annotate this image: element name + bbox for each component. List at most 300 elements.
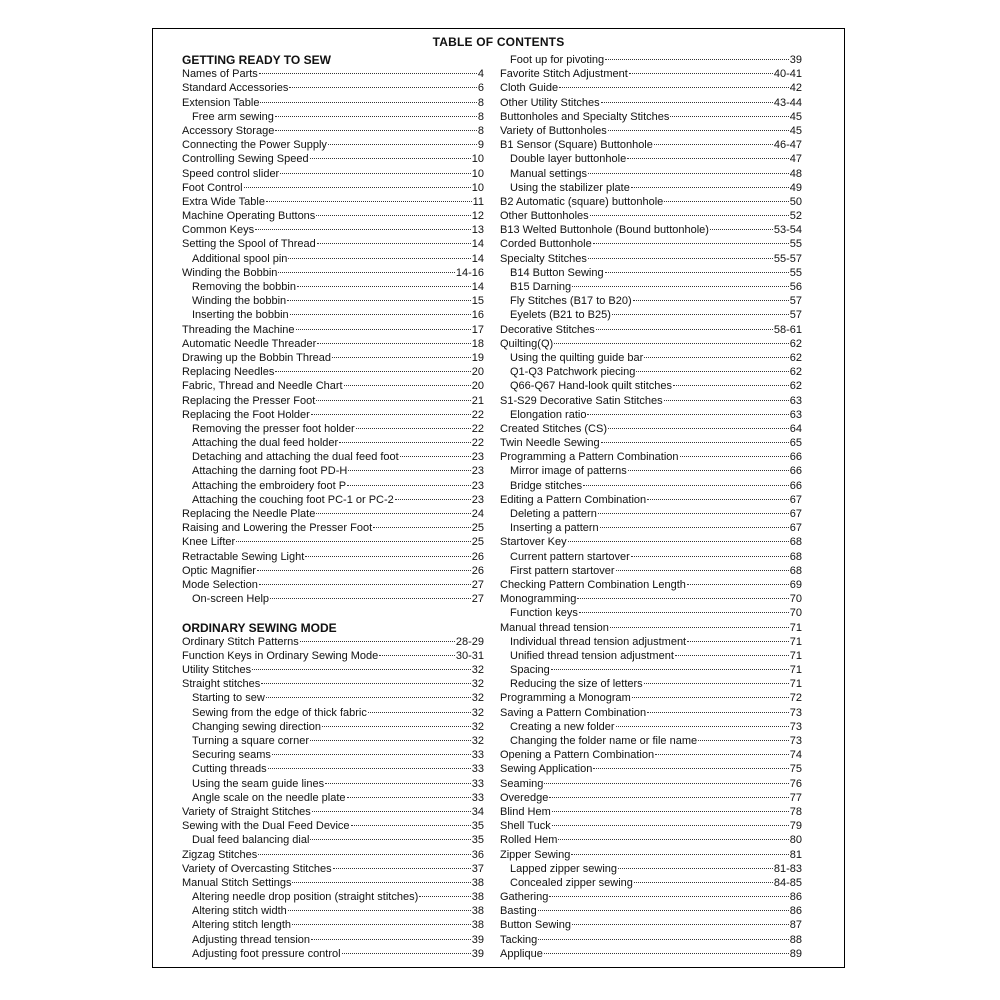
page-number: 26: [471, 550, 484, 563]
page-number: 23: [471, 465, 484, 478]
entry-title: Names of Parts: [182, 68, 258, 81]
toc-entry[interactable]: [500, 904, 802, 918]
entry-title: B2 Automatic (square) buttonhole: [500, 195, 664, 208]
dot-leader: [616, 726, 789, 727]
entry-title: Optic Magnifier: [182, 564, 256, 577]
page-number: 22: [471, 422, 484, 435]
page-number: 4: [477, 68, 484, 81]
toc-entry[interactable]: [500, 81, 802, 95]
toc-subentry[interactable]: [182, 706, 484, 720]
page-number: 25: [471, 536, 484, 549]
dot-leader: [631, 556, 789, 557]
toc-entry[interactable]: [500, 323, 802, 337]
page-number: 72: [789, 692, 802, 705]
toc-subentry[interactable]: [182, 280, 484, 294]
dot-leader: [400, 456, 471, 457]
toc-entry[interactable]: [500, 138, 802, 152]
toc-entry[interactable]: [182, 195, 484, 209]
entry-title: Twin Needle Sewing: [500, 437, 600, 450]
dot-leader: [598, 513, 789, 514]
dot-leader: [275, 116, 477, 117]
toc-entry[interactable]: [500, 762, 802, 776]
page-number: 46-47: [773, 139, 802, 152]
dot-leader: [368, 712, 471, 713]
dot-leader: [554, 343, 789, 344]
entry-title: Using the stabilizer plate: [510, 181, 630, 194]
page-number: 43-44: [773, 96, 802, 109]
toc-entry[interactable]: [500, 422, 802, 436]
entry-title: Startover Key: [500, 536, 567, 549]
entry-title: Basting: [500, 905, 537, 918]
page-number: 14: [471, 252, 484, 265]
page-number: 48: [789, 167, 802, 180]
entry-title: Q1-Q3 Patchwork piecing: [510, 366, 636, 379]
toc-entry[interactable]: [500, 436, 802, 450]
page-number: 50: [789, 195, 802, 208]
entry-title: Variety of Buttonholes: [500, 124, 607, 137]
toc-entry[interactable]: [500, 706, 802, 720]
dot-leader: [344, 385, 471, 386]
toc-subentry[interactable]: [500, 876, 802, 890]
dot-leader: [588, 173, 789, 174]
entry-title: Current pattern startover: [510, 550, 630, 563]
dot-leader: [571, 854, 788, 855]
toc-entry[interactable]: [500, 237, 802, 251]
toc-entry[interactable]: [500, 450, 802, 464]
entry-title: Altering stitch length: [192, 919, 292, 932]
entry-title: Controlling Sewing Speed: [182, 153, 309, 166]
toc-entry[interactable]: [182, 209, 484, 223]
dot-leader: [348, 470, 470, 471]
toc-entry[interactable]: [182, 351, 484, 365]
toc-entry[interactable]: [182, 819, 484, 833]
toc-entry[interactable]: [182, 862, 484, 876]
dot-leader: [312, 811, 471, 812]
toc-entry[interactable]: [182, 394, 484, 408]
entry-title: Overedge: [500, 791, 549, 804]
toc-entry[interactable]: [500, 947, 802, 961]
toc-subentry[interactable]: [500, 379, 802, 393]
toc-subentry[interactable]: [182, 734, 484, 748]
dot-leader: [568, 541, 789, 542]
dot-leader: [310, 158, 471, 159]
dot-leader: [670, 116, 788, 117]
toc-entry[interactable]: [182, 535, 484, 549]
dot-leader: [347, 797, 471, 798]
toc-entry[interactable]: [500, 493, 802, 507]
toc-entry[interactable]: [500, 110, 802, 124]
entry-title: Removing the presser foot holder: [192, 422, 355, 435]
toc-subentry[interactable]: [182, 791, 484, 805]
toc-subentry[interactable]: [182, 479, 484, 493]
page-number: 18: [471, 337, 484, 350]
page-number: 10: [471, 181, 484, 194]
dot-leader: [644, 683, 789, 684]
toc-entry[interactable]: [500, 223, 802, 237]
toc-entry[interactable]: [500, 592, 802, 606]
toc-subentry[interactable]: [500, 479, 802, 493]
entry-title: Common Keys: [182, 224, 255, 237]
toc-entry[interactable]: [500, 848, 802, 862]
dot-leader: [608, 130, 789, 131]
toc-subentry[interactable]: [500, 53, 802, 67]
toc-title: TABLE OF CONTENTS: [432, 35, 565, 49]
toc-entry[interactable]: [500, 337, 802, 351]
entry-title: Q66-Q67 Hand-look quilt stitches: [510, 380, 673, 393]
dot-leader: [325, 783, 471, 784]
toc-entry[interactable]: [182, 81, 484, 95]
entry-title: Tacking: [500, 933, 538, 946]
toc-entry[interactable]: [182, 521, 484, 535]
toc-subentry[interactable]: [182, 833, 484, 847]
dot-leader: [628, 470, 789, 471]
dot-leader: [559, 87, 789, 88]
page-number: 66: [789, 465, 802, 478]
entry-title: Shell Tuck: [500, 820, 551, 833]
toc-subentry[interactable]: [182, 748, 484, 762]
page-number: 62: [789, 380, 802, 393]
toc-entry[interactable]: [182, 67, 484, 81]
toc-subentry[interactable]: [500, 862, 802, 876]
page-number: 6: [477, 82, 484, 95]
page-number: 32: [471, 706, 484, 719]
page-number: 63: [789, 408, 802, 421]
toc-entry[interactable]: [182, 677, 484, 691]
toc-entry[interactable]: [182, 124, 484, 138]
toc-entry[interactable]: [182, 649, 484, 663]
page-number: 88: [789, 933, 802, 946]
entry-title: Cutting threads: [192, 763, 267, 776]
dot-leader: [552, 811, 789, 812]
toc-subentry[interactable]: [500, 521, 802, 535]
entry-title: Utility Stitches: [182, 664, 252, 677]
dot-leader: [549, 797, 788, 798]
entry-title: Altering stitch width: [192, 905, 287, 918]
page-number: 74: [789, 749, 802, 762]
toc-entry[interactable]: [182, 408, 484, 422]
toc-subentry[interactable]: [500, 167, 802, 181]
toc-subentry[interactable]: [500, 464, 802, 478]
page-number: 33: [471, 763, 484, 776]
page-number: 38: [471, 876, 484, 889]
dot-leader: [680, 456, 789, 457]
toc-entry[interactable]: [182, 564, 484, 578]
dot-leader: [310, 740, 471, 741]
dot-leader: [356, 428, 471, 429]
toc-entry[interactable]: [500, 209, 802, 223]
toc-entry[interactable]: [500, 578, 802, 592]
entry-title: Foot up for pivoting: [510, 54, 605, 66]
page-number: 53-54: [773, 224, 802, 237]
dot-leader: [601, 102, 773, 103]
entry-title: Detaching and attaching the dual feed foot: [192, 451, 399, 464]
entry-title: Setting the Spool of Thread: [182, 238, 316, 251]
page-number: 62: [789, 337, 802, 350]
toc-subentry[interactable]: [182, 252, 484, 266]
toc-subentry[interactable]: [182, 933, 484, 947]
entry-title: Speed control slider: [182, 167, 280, 180]
toc-entry[interactable]: [500, 124, 802, 138]
dot-leader: [288, 910, 471, 911]
toc-subentry[interactable]: [500, 408, 802, 422]
page-number: 45: [789, 110, 802, 123]
dot-leader: [647, 712, 789, 713]
dot-leader: [257, 570, 471, 571]
page-number: 66: [789, 479, 802, 492]
toc-subentry[interactable]: [182, 890, 484, 904]
toc-entry[interactable]: [500, 96, 802, 110]
page-number: 27: [471, 593, 484, 606]
dot-leader: [316, 400, 470, 401]
page-number: 19: [471, 351, 484, 364]
dot-leader: [351, 825, 471, 826]
toc-subentry[interactable]: [182, 904, 484, 918]
toc-entry[interactable]: [500, 691, 802, 705]
page-number: 35: [471, 820, 484, 833]
page-number: 27: [471, 578, 484, 591]
toc-subentry[interactable]: [500, 507, 802, 521]
page-number: 71: [789, 678, 802, 691]
entry-title: Raising and Lowering the Presser Foot: [182, 522, 373, 535]
toc-subentry[interactable]: [500, 720, 802, 734]
toc-subentry[interactable]: [182, 691, 484, 705]
page-number: 8: [477, 96, 484, 109]
toc-entry[interactable]: [182, 805, 484, 819]
entry-title: Concealed zipper sewing: [510, 876, 633, 889]
page-number: 13: [471, 224, 484, 237]
entry-title: Opening a Pattern Combination: [500, 749, 655, 762]
entry-title: Reducing the size of letters: [510, 678, 643, 691]
dot-leader: [322, 726, 471, 727]
entry-title: Favorite Stitch Adjustment: [500, 68, 628, 81]
toc-entry[interactable]: [182, 167, 484, 181]
entry-title: Other Buttonholes: [500, 210, 589, 223]
page-number: 28-29: [455, 635, 484, 648]
toc-entry[interactable]: [182, 578, 484, 592]
entry-title: Winding the bobbin: [192, 295, 287, 308]
page-number: 67: [789, 508, 802, 520]
dot-leader: [634, 882, 773, 883]
toc-entry[interactable]: [500, 918, 802, 932]
toc-entry[interactable]: [500, 805, 802, 819]
toc-entry[interactable]: [182, 876, 484, 890]
dot-leader: [419, 896, 471, 897]
dot-leader: [259, 584, 471, 585]
entry-title: Decorative Stitches: [500, 323, 595, 336]
toc-subentry[interactable]: [500, 564, 802, 578]
dot-leader: [572, 924, 789, 925]
entry-title: Replacing Needles: [182, 366, 275, 379]
toc-entry[interactable]: [182, 138, 484, 152]
toc-entry[interactable]: [182, 96, 484, 110]
entry-title: Attaching the dual feed holder: [192, 437, 339, 450]
entry-title: Using the quilting guide bar: [510, 351, 644, 364]
toc-entry[interactable]: [500, 833, 802, 847]
toc-entry[interactable]: [500, 621, 802, 635]
toc-entry[interactable]: [182, 507, 484, 521]
toc-entry[interactable]: [500, 933, 802, 947]
entry-title: Connecting the Power Supply: [182, 139, 327, 152]
dot-leader: [605, 272, 789, 273]
page-number: 73: [789, 720, 802, 733]
dot-leader: [278, 272, 454, 273]
toc-entry[interactable]: [182, 337, 484, 351]
toc-subentry[interactable]: [500, 550, 802, 564]
entry-title: Lapped zipper sewing: [510, 862, 618, 875]
dot-leader: [316, 215, 470, 216]
toc-subentry[interactable]: [182, 777, 484, 791]
dot-leader: [296, 329, 471, 330]
toc-entry[interactable]: [182, 152, 484, 166]
dot-leader: [633, 300, 789, 301]
toc-subentry[interactable]: [182, 450, 484, 464]
toc-right-column: [500, 53, 802, 961]
page-number: 24: [471, 508, 484, 520]
toc-entry[interactable]: [182, 663, 484, 677]
dot-leader: [549, 896, 788, 897]
dot-leader: [236, 541, 471, 542]
page-number: 33: [471, 777, 484, 790]
dot-leader: [317, 243, 471, 244]
entry-title: Securing seams: [192, 749, 271, 762]
page-number: 68: [789, 550, 802, 563]
page-number: 64: [789, 422, 802, 435]
dot-leader: [287, 300, 471, 301]
toc-subentry[interactable]: [182, 720, 484, 734]
toc-entry[interactable]: [182, 223, 484, 237]
toc-subentry[interactable]: [500, 365, 802, 379]
toc-entry[interactable]: [182, 365, 484, 379]
dot-leader: [292, 924, 471, 925]
entry-title: Starting to sew: [192, 692, 265, 705]
entry-title: Removing the bobbin: [192, 281, 296, 293]
toc-subentry[interactable]: [500, 294, 802, 308]
toc-subentry[interactable]: [182, 436, 484, 450]
toc-subentry[interactable]: [500, 308, 802, 322]
toc-subentry[interactable]: [500, 280, 802, 294]
entry-title: Corded Buttonhole: [500, 238, 592, 251]
toc-subentry[interactable]: [182, 592, 484, 606]
entry-title: Straight stitches: [182, 678, 261, 691]
dot-leader: [270, 598, 471, 599]
page-number: 10: [471, 153, 484, 166]
toc-entry[interactable]: [182, 323, 484, 337]
entry-title: Other Utility Stitches: [500, 96, 600, 109]
entry-title: Created Stitches (CS): [500, 422, 607, 435]
toc-entry[interactable]: [500, 748, 802, 762]
dot-leader: [288, 258, 470, 259]
toc-entry[interactable]: [182, 181, 484, 195]
toc-entry[interactable]: [182, 237, 484, 251]
dot-leader: [373, 527, 471, 528]
toc-subentry[interactable]: [500, 606, 802, 620]
dot-leader: [292, 882, 470, 883]
entry-title: Foot Control: [182, 181, 243, 194]
dot-leader: [593, 243, 789, 244]
dot-leader: [710, 229, 773, 230]
toc-subentry[interactable]: [182, 947, 484, 961]
entry-title: Extra Wide Table: [182, 195, 265, 208]
entry-title: Attaching the couching foot PC-1 or PC-2: [192, 493, 394, 506]
entry-title: Automatic Needle Threader: [182, 337, 317, 350]
dot-leader: [328, 144, 477, 145]
toc-entry[interactable]: [500, 67, 802, 81]
page-number: 22: [471, 437, 484, 450]
toc-subentry[interactable]: [182, 464, 484, 478]
entry-title: Saving a Pattern Combination: [500, 706, 647, 719]
toc-entry[interactable]: [182, 266, 484, 280]
page-number: 70: [789, 607, 802, 620]
toc-subentry[interactable]: [500, 152, 802, 166]
entry-title: Standard Accessories: [182, 82, 289, 95]
toc-entry[interactable]: [500, 819, 802, 833]
toc-entry[interactable]: [500, 252, 802, 266]
dot-leader: [275, 371, 470, 372]
dot-leader: [252, 669, 471, 670]
page-number: 55-57: [773, 252, 802, 265]
toc-entry[interactable]: [500, 394, 802, 408]
toc-subentry[interactable]: [500, 635, 802, 649]
entry-title: Manual settings: [510, 167, 588, 180]
page-number: 49: [789, 181, 802, 194]
entry-title: Turning a square corner: [192, 735, 309, 747]
toc-subentry[interactable]: [182, 762, 484, 776]
toc-subentry[interactable]: [182, 294, 484, 308]
toc-subentry[interactable]: [182, 422, 484, 436]
page-number: 86: [789, 905, 802, 918]
dot-leader: [551, 669, 789, 670]
toc-entry[interactable]: [182, 379, 484, 393]
entry-title: Replacing the Foot Holder: [182, 408, 310, 421]
toc-entry[interactable]: [182, 550, 484, 564]
toc-subentry[interactable]: [182, 308, 484, 322]
entry-title: Bridge stitches: [510, 479, 583, 492]
toc-subentry[interactable]: [182, 493, 484, 507]
toc-subentry[interactable]: [500, 181, 802, 195]
entry-title: Gathering: [500, 891, 549, 904]
toc-entry[interactable]: [500, 777, 802, 791]
page-number: 16: [471, 309, 484, 322]
entry-title: Buttonholes and Specialty Stitches: [500, 110, 670, 123]
toc-subentry[interactable]: [500, 663, 802, 677]
toc-subentry[interactable]: [182, 110, 484, 124]
toc-subentry[interactable]: [500, 734, 802, 748]
toc-entry[interactable]: [500, 535, 802, 549]
toc-entry[interactable]: [182, 635, 484, 649]
dot-leader: [654, 144, 773, 145]
page-number: 42: [789, 82, 802, 95]
dot-leader: [342, 953, 471, 954]
dot-leader: [272, 754, 471, 755]
dot-leader: [605, 59, 789, 60]
dot-leader: [261, 683, 470, 684]
toc-entry[interactable]: [500, 195, 802, 209]
toc-entry[interactable]: [500, 791, 802, 805]
toc-subentry[interactable]: [500, 351, 802, 365]
toc-entry[interactable]: [500, 890, 802, 904]
toc-entry[interactable]: [182, 848, 484, 862]
dot-leader: [644, 357, 788, 358]
toc-subentry[interactable]: [500, 677, 802, 691]
entry-title: Using the seam guide lines: [192, 777, 325, 790]
toc-subentry[interactable]: [500, 266, 802, 280]
toc-subentry[interactable]: [182, 918, 484, 932]
entry-title: Programming a Pattern Combination: [500, 451, 679, 464]
dot-leader: [311, 414, 471, 415]
toc-subentry[interactable]: [500, 649, 802, 663]
dot-leader: [305, 556, 470, 557]
page-number: 57: [789, 309, 802, 322]
